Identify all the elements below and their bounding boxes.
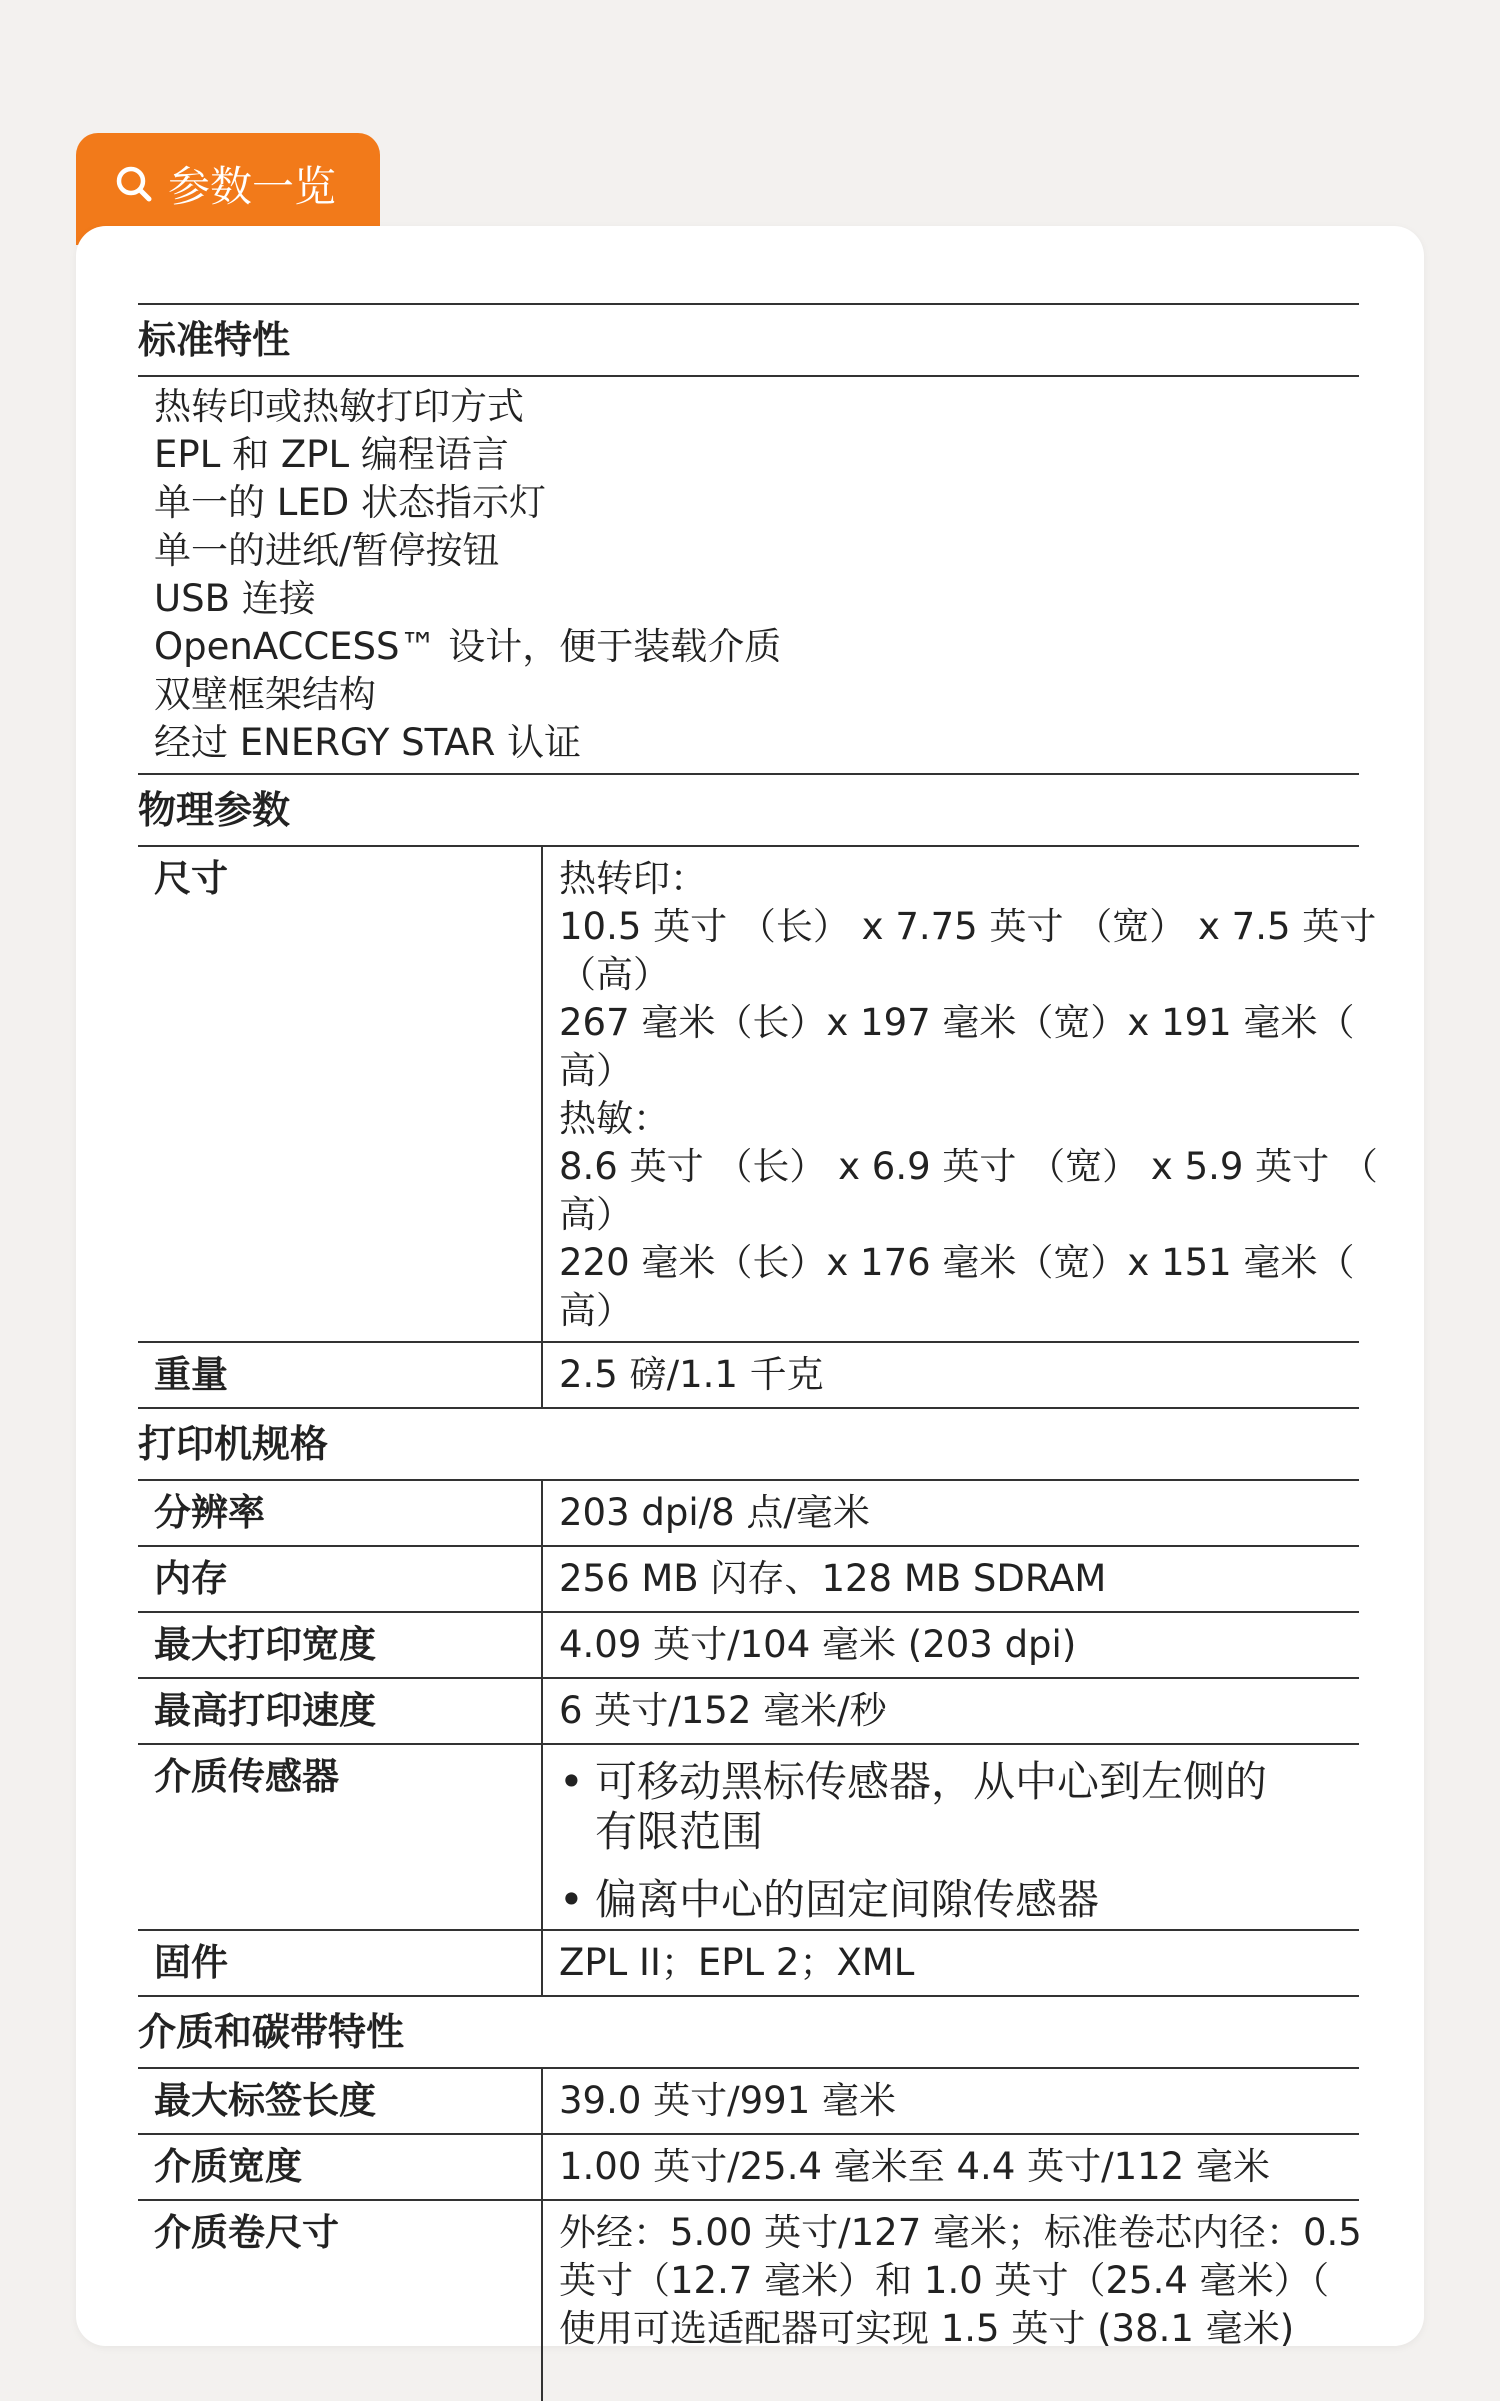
value-line: 外经：5.00 英寸/127 毫米；标准卷芯内径：0.5 [559, 2211, 1362, 2254]
value-line: （高） [559, 953, 670, 996]
tab-label-group[interactable] [114, 158, 336, 210]
value-line: 高） [559, 1049, 633, 1092]
value-line: 使用可选适配器可实现 1.5 英寸 (38.1 毫米) [559, 2307, 1295, 2350]
feature-item: EPL 和 ZPL 编程语言 [154, 433, 509, 476]
value-line: 8.6 英寸 （长） x 6.9 英寸 （宽） x 5.9 英寸 （ [559, 1145, 1378, 1188]
spec-value: 6 英寸/152 毫米/秒 [559, 1689, 887, 1732]
bullet-item [559, 1875, 1359, 1925]
search-icon [114, 164, 154, 204]
value-line: 热敏： [559, 1097, 670, 1140]
spec-row-dimensions [138, 845, 1378, 1341]
spec-value [543, 2201, 1362, 2401]
spec-row-max-label-length [138, 2067, 1359, 2133]
spec-value [543, 847, 1378, 1341]
feature-list [138, 377, 1359, 773]
value-line: 10.5 英寸 （长） x 7.75 英寸 （宽） x 7.5 英寸 [559, 905, 1377, 948]
bullet-dot: • [559, 1875, 584, 1924]
spec-label: 介质宽度 [138, 2135, 543, 2199]
bullet-line: 偏离中心的固定间隙传感器 [595, 1875, 1100, 1924]
feature-item: 热转印或热敏打印方式 [154, 385, 524, 428]
spec-row-resolution [138, 1479, 1359, 1545]
value-line: 高） [559, 1289, 633, 1332]
feature-item: 单一的进纸/暂停按钮 [154, 529, 500, 572]
spec-value: 39.0 英寸/991 毫米 [559, 2079, 896, 2122]
spec-value: 203 dpi/8 点/毫米 [559, 1491, 870, 1534]
spec-label: 分辨率 [138, 1481, 543, 1545]
bullet-line: 有限范围 [595, 1807, 764, 1856]
bullet-text [595, 1875, 1099, 1925]
spec-label: 介质传感器 [138, 1745, 543, 1929]
spec-label: 最高打印速度 [138, 1679, 543, 1743]
bullet-line: 可移动黑标传感器，从中心到左侧的 [595, 1757, 1268, 1806]
feature-item: OpenACCESS™ 设计，便于装载介质 [154, 625, 782, 668]
bullet-item [559, 1757, 1359, 1857]
feature-item: 双壁框架结构 [154, 673, 376, 716]
section-title-standard: 标准特性 [138, 318, 291, 362]
feature-item: 单一的 LED 状态指示灯 [154, 481, 547, 524]
tab-title: 参数一览 [168, 162, 337, 211]
spec-label: 尺寸 [138, 847, 543, 1341]
bullet-dot: • [559, 1757, 584, 1806]
bullet-text [595, 1757, 1267, 1857]
value-line: 热转印： [559, 857, 707, 900]
value-line: 267 毫米（长）x 197 毫米（宽）x 191 毫米（ [559, 1001, 1355, 1044]
spec-label: 固件 [138, 1931, 543, 1995]
spec-value [543, 1745, 1359, 1929]
spec-value: 2.5 磅/1.1 千克 [559, 1353, 824, 1396]
spec-value: 4.09 英寸/104 毫米 (203 dpi) [559, 1623, 1077, 1666]
spec-row-max-print-speed [138, 1677, 1359, 1743]
spec-label: 重量 [138, 1343, 543, 1407]
spec-value: 256 MB 闪存、128 MB SDRAM [559, 1557, 1107, 1600]
spec-row-firmware [138, 1929, 1359, 1995]
spec-row-roll-size [138, 2199, 1362, 2401]
section-title-physical: 物理参数 [138, 788, 291, 832]
spec-label: 内存 [138, 1547, 543, 1611]
spec-row-weight [138, 1341, 1359, 1407]
value-line: 220 毫米（长）x 176 毫米（宽）x 151 毫米（ [559, 1241, 1355, 1284]
spec-label: 介质卷尺寸 [138, 2201, 543, 2401]
feature-item: USB 连接 [154, 577, 316, 620]
spec-label: 最大打印宽度 [138, 1613, 543, 1677]
spec-value: 1.00 英寸/25.4 毫米至 4.4 英寸/112 毫米 [559, 2145, 1270, 2188]
feature-item: 经过 ENERGY STAR 认证 [154, 721, 582, 764]
value-line: 高） [559, 1193, 633, 1236]
spec-row-media-width [138, 2133, 1359, 2199]
spec-sheet [138, 303, 1378, 2401]
spec-value: ZPL II；EPL 2；XML [559, 1941, 915, 1984]
section-title-printer: 打印机规格 [138, 1422, 329, 1466]
spec-row-memory [138, 1545, 1359, 1611]
spec-label: 最大标签长度 [138, 2069, 543, 2133]
section-title-media: 介质和碳带特性 [138, 2010, 405, 2054]
spec-row-media-sensors [138, 1743, 1359, 1929]
spec-row-max-print-width [138, 1611, 1359, 1677]
value-line: 英寸（12.7 毫米）和 1.0 英寸（25.4 毫米）（ [559, 2259, 1330, 2302]
